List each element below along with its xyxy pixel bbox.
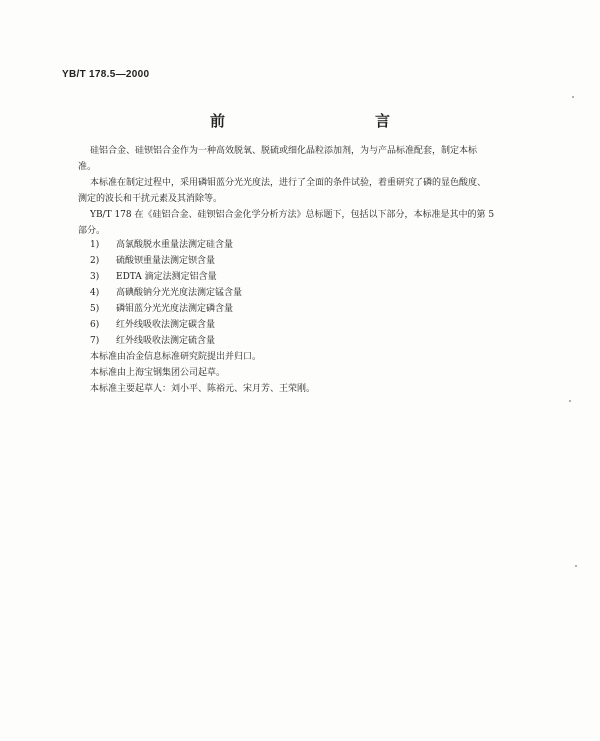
item-text: 高氯酸脱水重量法测定硅含量 bbox=[116, 240, 234, 250]
paragraph-method bbox=[78, 175, 550, 207]
standard-code: YB/T 178.5—2000 bbox=[62, 69, 150, 80]
item-number: 1) bbox=[90, 240, 100, 250]
closing-line: 本标准由冶金信息标准研究院提出并归口。 bbox=[90, 352, 262, 362]
scan-speck bbox=[572, 96, 574, 98]
item-number: 4) bbox=[90, 288, 100, 298]
list-item bbox=[90, 253, 510, 269]
item-text: EDTA 滴定法测定铝含量 bbox=[116, 272, 217, 282]
list-item bbox=[90, 333, 510, 349]
item-number: 6) bbox=[90, 320, 100, 330]
paragraph-intro bbox=[78, 143, 550, 175]
list-item bbox=[90, 237, 510, 253]
item-number: 2) bbox=[90, 256, 100, 266]
scan-speck bbox=[575, 565, 577, 567]
paragraph-line: 部分。 bbox=[78, 226, 106, 236]
paragraph-line: 测定的波长和干扰元素及其消除等。 bbox=[78, 194, 223, 204]
paragraph-line: 硅铝合金、硅钡铝合金作为一种高效脱氧、脱硫或细化晶粒添加剂，为与产品标准配套，制定本标 bbox=[90, 146, 478, 156]
item-text: 磷钼蓝分光光度法测定磷含量 bbox=[116, 304, 234, 314]
scan-speck bbox=[569, 400, 571, 402]
item-text: 硫酸钡重量法测定钡含量 bbox=[116, 256, 216, 266]
item-number: 3) bbox=[90, 272, 100, 282]
closing-line: 本标准主要起草人：刘小平、陈裕元、宋月芳、王荣刚。 bbox=[90, 384, 316, 394]
list-item bbox=[90, 301, 510, 317]
closing-statements bbox=[90, 349, 510, 397]
paragraph-line: 准。 bbox=[78, 162, 97, 172]
item-text: 红外线吸收法测定碳含量 bbox=[116, 320, 216, 330]
page-title: 前 言 bbox=[209, 112, 430, 130]
list-item bbox=[90, 269, 510, 285]
paragraph-line: YB/T 178 在《硅铝合金、硅钡铝合金化学分析方法》总标题下，包括以下部分，本标准是其中的第 5 bbox=[90, 210, 495, 220]
list-item bbox=[90, 285, 510, 301]
list-item bbox=[90, 317, 510, 333]
paragraph-line: 本标准在制定过程中，采用磷钼蓝分光光度法，进行了全面的条件试验，着重研究了磷的显色酸度、 bbox=[90, 178, 487, 188]
item-number: 7) bbox=[90, 336, 100, 346]
paragraph-parts bbox=[78, 207, 550, 239]
closing-line: 本标准由上海宝钢集团公司起草。 bbox=[90, 368, 226, 378]
parts-list bbox=[90, 237, 510, 349]
item-number: 5) bbox=[90, 304, 100, 314]
item-text: 红外线吸收法测定硫含量 bbox=[116, 336, 216, 346]
item-text: 高碘酸钠分光光度法测定锰含量 bbox=[116, 288, 243, 298]
